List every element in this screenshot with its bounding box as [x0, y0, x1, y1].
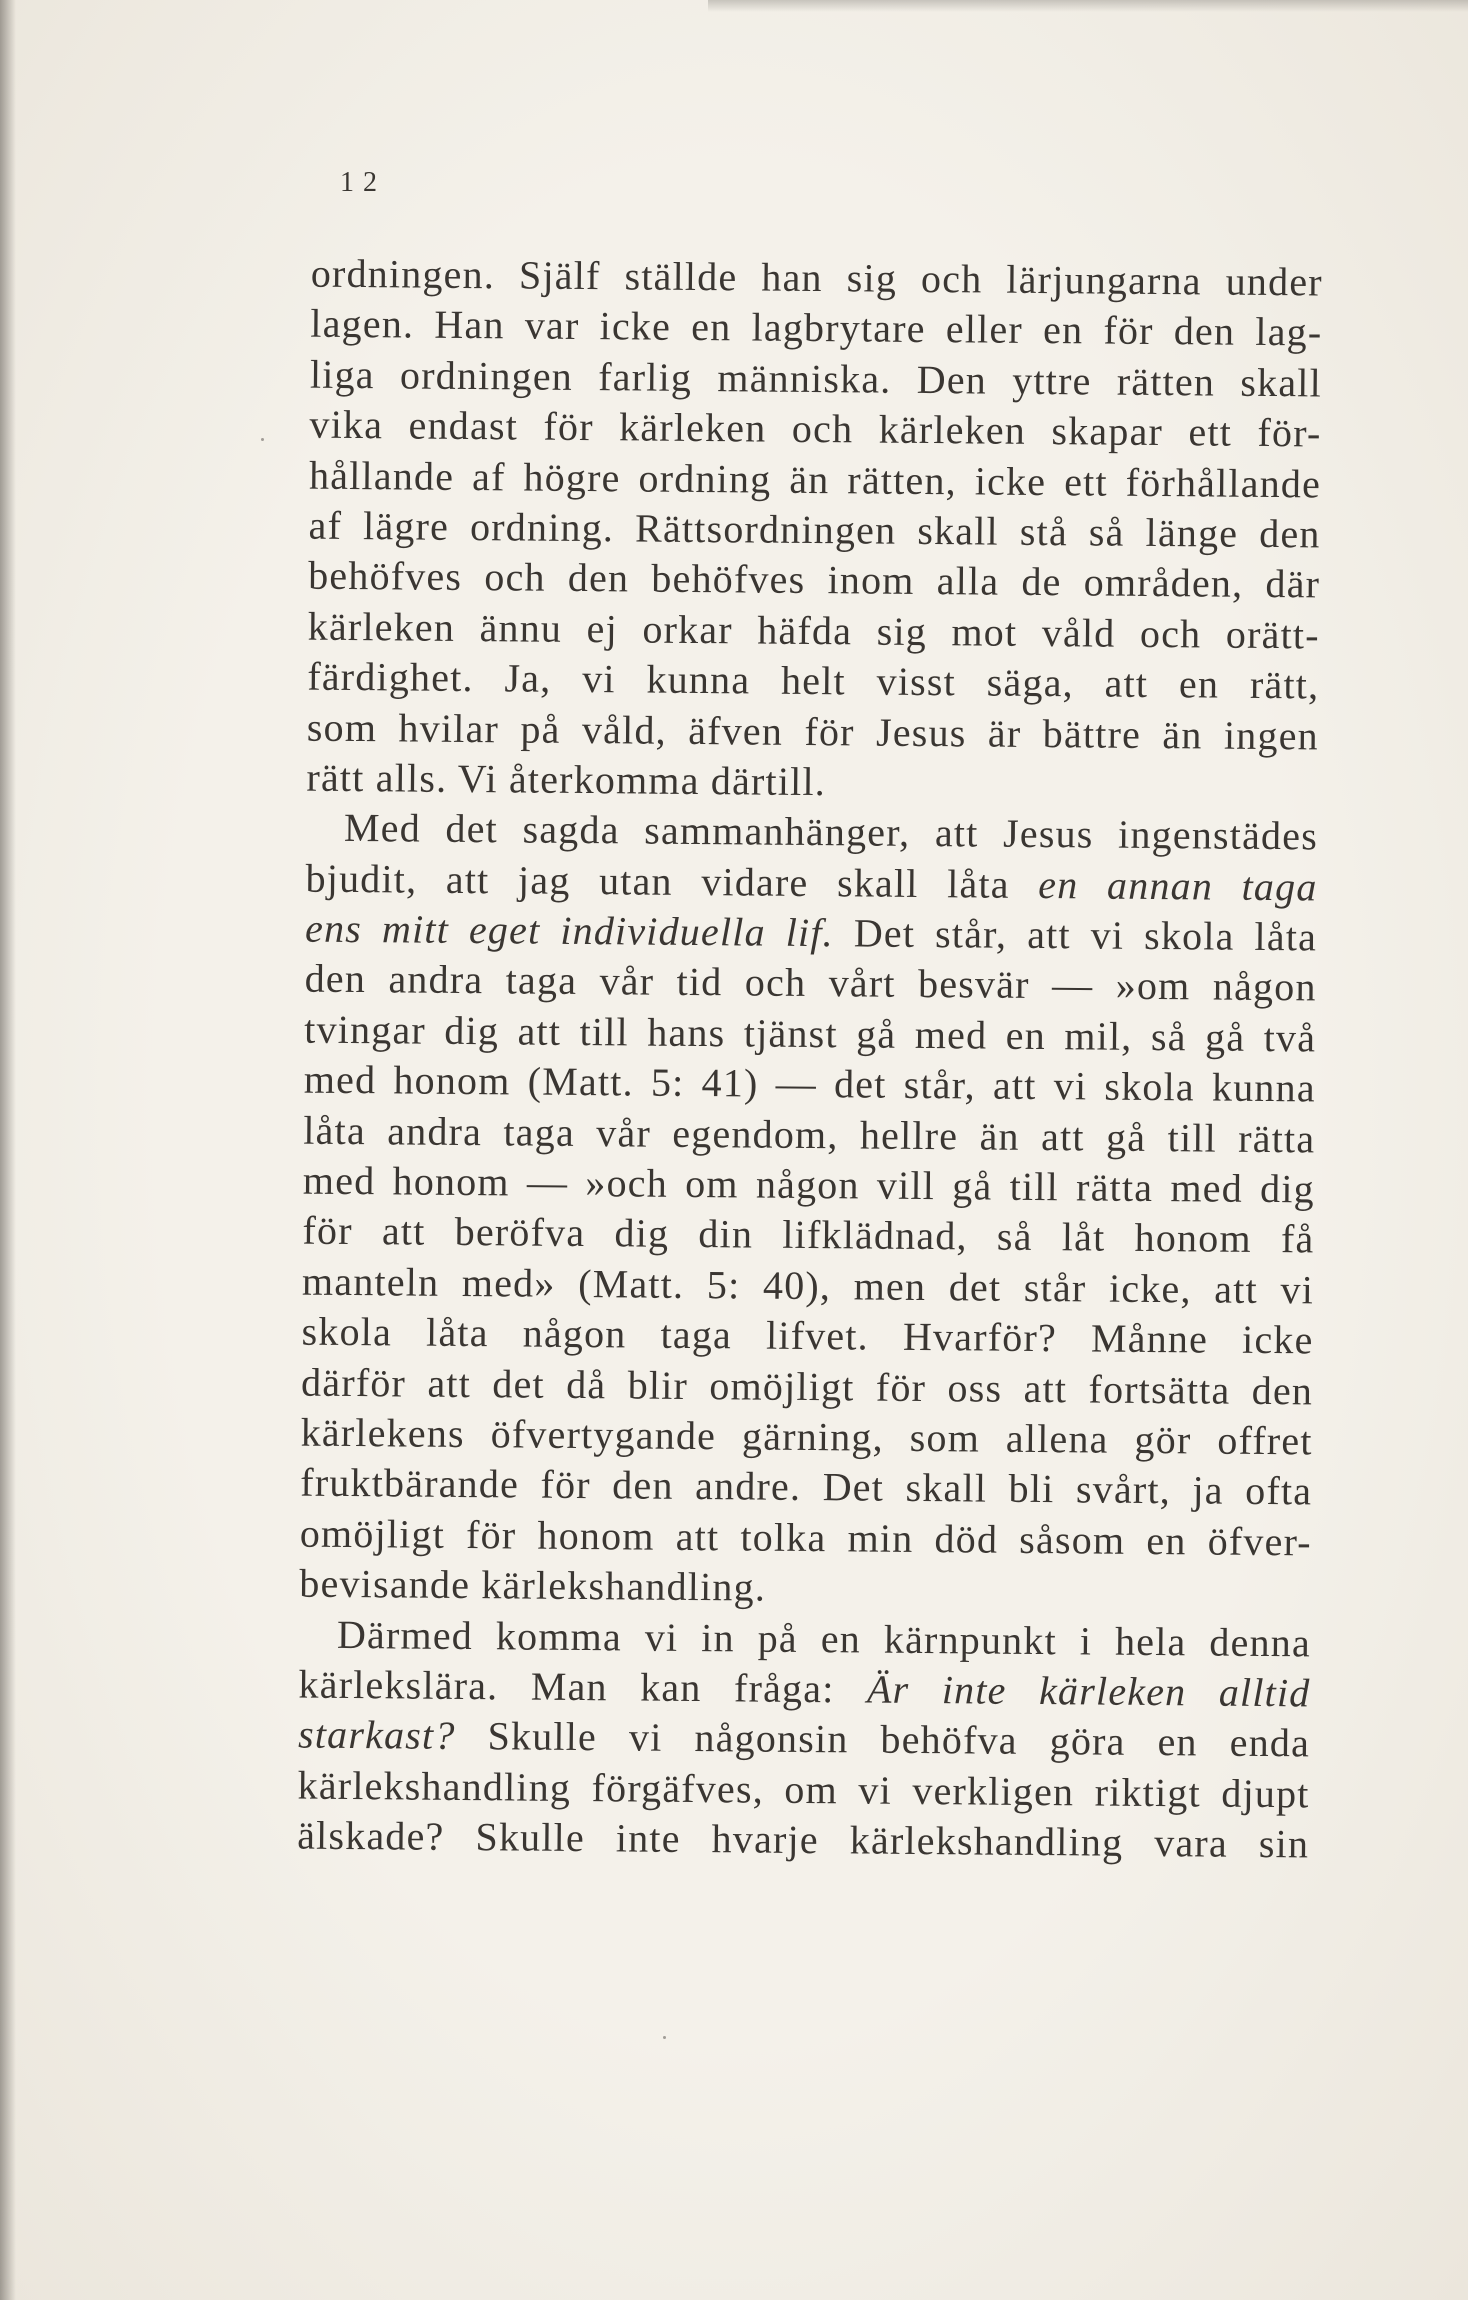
text-line: [301, 1357, 1313, 1416]
paper-speck: [663, 2036, 666, 2039]
line-text: med honom — »och om någon vill gå till rätta med dig: [302, 1157, 1316, 1212]
line-text: färdighet. Ja, vi kunna helt visst säga, att en rätt,: [307, 653, 1320, 708]
paragraph: [297, 1609, 1311, 1870]
line-text: Det står, att vi skola låta: [833, 910, 1318, 960]
line-text: kärlekens öfvertygande gärning, som allena gör offret: [300, 1409, 1313, 1464]
text-line: [306, 753, 1318, 812]
line-text: älskade? Skulle inte hvarje kärlekshandling vara sin: [297, 1812, 1310, 1867]
paragraph: [299, 803, 1318, 1618]
text-line: [302, 1206, 1314, 1265]
line-text: Skulle vi någonsin behöfva göra en enda: [455, 1713, 1311, 1766]
text-line: [308, 601, 1320, 660]
text-line: [302, 1256, 1314, 1315]
line-text: skola låta någon taga lifvet. Hvarför? Månne icke: [301, 1308, 1314, 1363]
text-line: [310, 299, 1322, 358]
line-text: som hvilar på våld, äfven för Jesus är bättre än ingen: [306, 704, 1320, 758]
text-line: [298, 1710, 1310, 1769]
line-text: kärlekshandling förgäfves, om vi verkligen riktigt djupt: [297, 1762, 1310, 1817]
text-line: [306, 803, 1318, 862]
line-text: den andra taga vår tid och vårt besvär — »om någon: [304, 956, 1317, 1010]
text-line: [308, 501, 1320, 560]
body-text: [297, 249, 1323, 1870]
text-line: [304, 1004, 1316, 1063]
line-text: hållande af högre ordning än rätten, icke ett förhållande: [308, 452, 1322, 506]
text-line: [297, 1760, 1309, 1819]
line-text: bjudit, att jag utan vidare skall låta: [305, 855, 1039, 907]
text-line: [311, 249, 1323, 308]
text-line: [310, 349, 1322, 408]
paper-speck: [261, 438, 264, 441]
text-line: [304, 954, 1316, 1013]
line-text: för att beröfva dig din lifklädnad, så låt honom få: [302, 1208, 1315, 1262]
text-line: [304, 1055, 1316, 1114]
line-text: kärleken ännu ej orkar häfda sig mot våld och orätt-: [307, 603, 1320, 658]
text-line: [308, 551, 1320, 610]
text-line: [309, 450, 1321, 509]
text-line: [298, 1659, 1310, 1718]
text-line: [299, 1609, 1311, 1668]
paragraph: [306, 249, 1323, 812]
text-line: [309, 400, 1321, 459]
line-text: liga ordningen farlig människa. Den yttre rätten skall: [309, 351, 1323, 406]
text-line: [301, 1408, 1313, 1467]
text-line: [303, 1156, 1315, 1215]
page-number: 12: [340, 167, 386, 198]
line-text: bevisande kärlekshandling.: [299, 1560, 767, 1610]
text-line: [299, 1559, 1311, 1618]
page-top-edge: [708, 0, 1468, 12]
line-text: därför att det då blir omöjligt för oss att fortsätta den: [300, 1359, 1314, 1413]
text-line: [300, 1458, 1312, 1517]
line-text: behöfves och den behöfves inom alla de områden, där: [308, 552, 1321, 607]
line-text: Med det sagda sammanhänger, att Jesus ingenstädes: [343, 805, 1319, 859]
text-line: [297, 1811, 1309, 1870]
text-line: [305, 853, 1317, 912]
line-text: rätt alls. Vi återkomma därtill.: [306, 754, 827, 805]
line-text: lagen. Han var icke en lagbrytare eller en för den lag-: [310, 301, 1323, 355]
text-line: [303, 1105, 1315, 1164]
italic-text: ens mitt eget individuella lif.: [304, 905, 835, 956]
text-line: [305, 904, 1317, 963]
line-text: fruktbärande för den andre. Det skall bli svårt, ja ofta: [300, 1459, 1313, 1514]
line-text: manteln med» (Matt. 5: 40), men det står icke, att vi: [301, 1258, 1315, 1313]
text-line: [307, 652, 1319, 711]
italic-text: Är inte kärleken alltid: [866, 1666, 1311, 1716]
text-line: [301, 1307, 1313, 1366]
line-text: af lägre ordning. Rättsordningen skall stå så länge den: [308, 502, 1321, 557]
line-text: tvingar dig att till hans tjänst gå med en mil, så gå två: [304, 1006, 1317, 1061]
page-edge-shadow: [0, 0, 16, 2300]
line-text: ordningen. Själf ställde han sig och lärjungarna under: [310, 250, 1323, 305]
line-text: med honom (Matt. 5: 41) — det står, att vi skola kunna: [303, 1056, 1316, 1111]
italic-text: starkast?: [297, 1711, 456, 1759]
line-text: vika endast för kärleken och kärleken skapar ett för-: [309, 401, 1322, 456]
line-text: omöjligt för honom att tolka min död såsom en öfver-: [299, 1510, 1313, 1565]
line-text: Därmed komma vi in på en kärnpunkt i hela denna: [336, 1611, 1312, 1665]
line-text: kärlekslära. Man kan fråga:: [298, 1661, 868, 1712]
text-line: [307, 702, 1319, 761]
italic-text: en annan taga: [1038, 861, 1318, 910]
text-line: [300, 1508, 1312, 1567]
line-text: låta andra taga vår egendom, hellre än att gå till rätta: [303, 1107, 1316, 1162]
